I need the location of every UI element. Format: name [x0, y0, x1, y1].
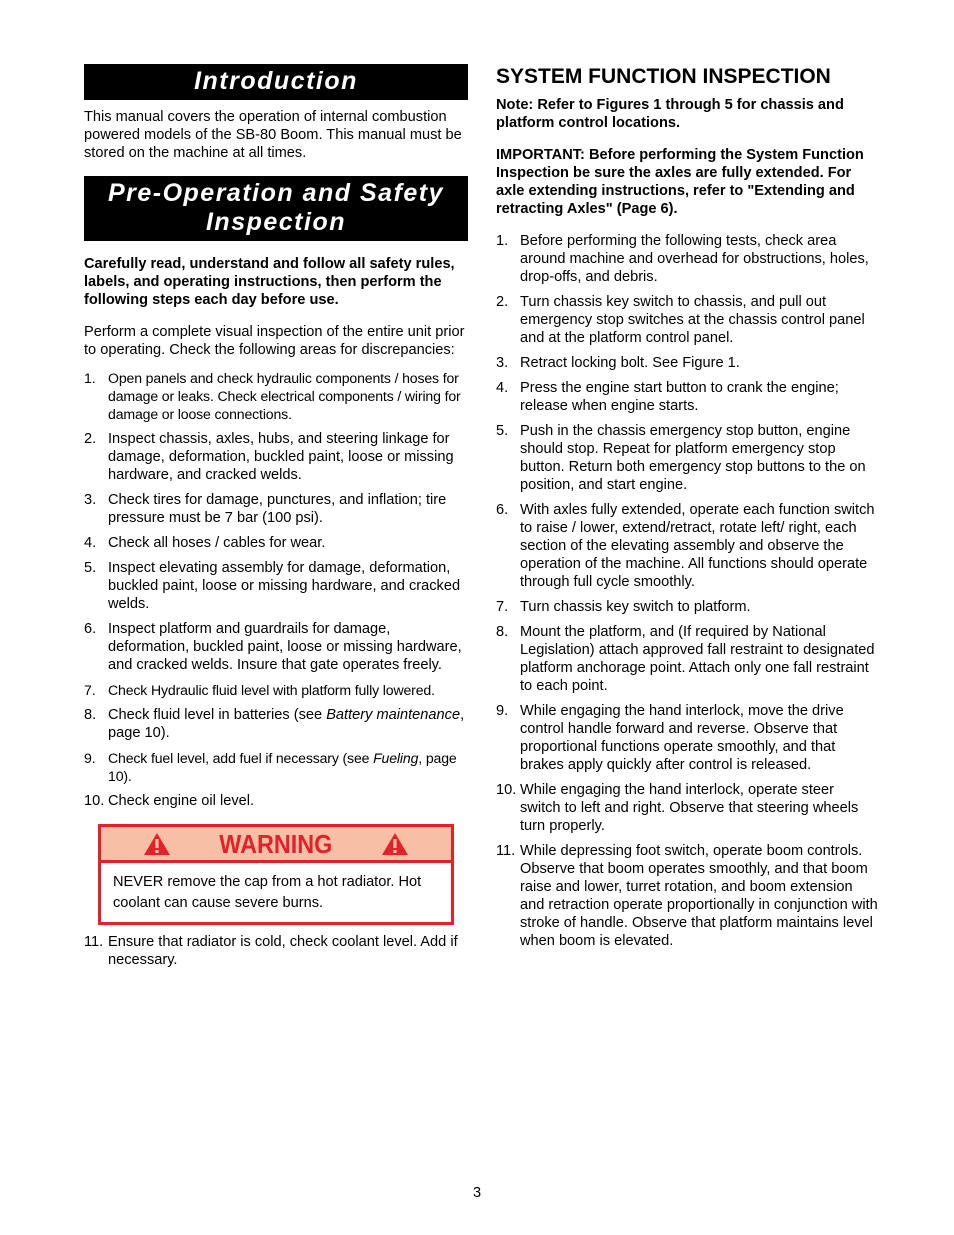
warning-text: NEVER remove the cap from a hot radiator. Hot coolant can cause severe burns.: [113, 874, 422, 911]
system-function-note: Note: Refer to Figures 1 through 5 for chassis and platform control locations.: [496, 97, 844, 131]
preop-lead: Carefully read, understand and follow all safety rules, labels, and operating instructions, then perform the following steps each day before use.: [84, 256, 455, 308]
list-item: 7. Turn chassis key switch to platform.: [496, 599, 751, 615]
list-item: 2. Turn chassis key switch to chassis, and pull out emergency stop switches at the chassis control panel and at the platform control panel.: [496, 294, 865, 346]
warning-triangle-icon: [381, 832, 409, 856]
introduction-body: This manual covers the operation of internal combustion powered models of the SB-80 Boom. This manual must be stored on the machine at all times.: [84, 109, 462, 161]
preop-checklist-continued: [84, 933, 468, 969]
left-column: [84, 64, 468, 976]
list-item: 1. Open panels and check hydraulic components / hoses for damage or leaks. Check electrical components / wiring for damage or loose connections.: [84, 370, 461, 422]
system-function-title: SYSTEM FUNCTION INSPECTION: [496, 65, 831, 88]
list-item: 4. Press the engine start button to crank the engine; release when engine starts.: [496, 380, 839, 414]
list-item: 8. Mount the platform, and (If required by National Legislation) attach approved fall restraint to designated platform anchorage point. Attach only one fall restraint to each point.: [496, 624, 875, 694]
list-item: 5. Inspect elevating assembly for damage, deformation, buckled paint, loose or missing hardware, and cracked welds.: [84, 560, 461, 612]
list-item: 11. Ensure that radiator is cold, check coolant level. Add if necessary.: [84, 934, 458, 968]
list-item: 3. Check tires for damage, punctures, and inflation; tire pressure must be 7 bar (100 psi).: [84, 492, 447, 526]
list-item: 5. Push in the chassis emergency stop button, engine should stop. Repeat for platform emergency stop button. Return both emergency stop buttons to the on position, and start engine.: [496, 423, 866, 493]
preop-heading: [84, 176, 468, 241]
list-item: 6. Inspect platform and guardrails for damage, deformation, buckled paint, loose or missing hardware, and cracked welds. Insure that gate operates freely.: [84, 621, 462, 673]
list-item: 2. Inspect chassis, axles, hubs, and steering linkage for damage, deformation, buckled paint, loose or missing hardware, and cracked welds.: [84, 431, 454, 483]
list-item: 6. With axles fully extended, operate each function switch to raise / lower, extend/retract, rotate left/ right, each section of the elevating assembly and observe the operation of the machine. All functions should operate through full cycle smoothly.: [496, 502, 875, 590]
right-column: [496, 64, 878, 957]
introduction-heading: Introduction: [84, 64, 468, 100]
list-item: 1. Before performing the following tests, check area around machine and overhead for obstructions, holes, drop-offs, and debris.: [496, 233, 869, 285]
system-function-important: IMPORTANT: Before performing the System Function Inspection be sure the axles are fully extended. For axle extending instructions, refer to "Extending and retracting Axles" (Page 6).: [496, 147, 864, 217]
warning-box: [98, 824, 454, 925]
list-item: 9. While engaging the hand interlock, move the drive control handle forward and reverse. Observe that proportional functions operate smoothly, and that brakes apply quickly after control is released.: [496, 703, 844, 773]
page-number: 3: [472, 1185, 482, 1201]
system-function-steps: [496, 232, 878, 950]
list-item: 7. Check Hydraulic fluid level with platform fully lowered.: [84, 682, 435, 698]
preop-checklist: [84, 369, 468, 810]
warning-triangle-icon: [143, 832, 171, 856]
preop-heading-line1: Pre-Operation and Safety: [107, 179, 445, 207]
list-item: 3. Retract locking bolt. See Figure 1.: [496, 355, 740, 371]
list-item: 9. Check fuel level, add fuel if necessary (see Fueling, page 10).: [84, 750, 457, 784]
list-item: 10. While engaging the hand interlock, operate steer switch to left and right. Observe that steering wheels turn properly.: [496, 782, 859, 834]
list-item: 4. Check all hoses / cables for wear.: [84, 535, 326, 551]
warning-header: [101, 827, 451, 863]
list-item: 10. Check engine oil level.: [84, 793, 255, 809]
preop-intro: Perform a complete visual inspection of the entire unit prior to operating. Check the following areas for discrepancies:: [84, 324, 465, 358]
list-item: 11. While depressing foot switch, operate boom controls. Observe that boom operates smoothly, and that boom raise and lower, turret rotation, and boom extension and retraction operate proportionally in conjunction with stroke of handle. Observe that platform maintains level when boom is elevated.: [496, 843, 878, 949]
list-item: 8. Check fluid level in batteries (see Battery maintenance, page 10).: [84, 707, 465, 741]
preop-heading-line2: Inspection: [205, 208, 346, 236]
warning-label: WARNING: [219, 828, 333, 859]
